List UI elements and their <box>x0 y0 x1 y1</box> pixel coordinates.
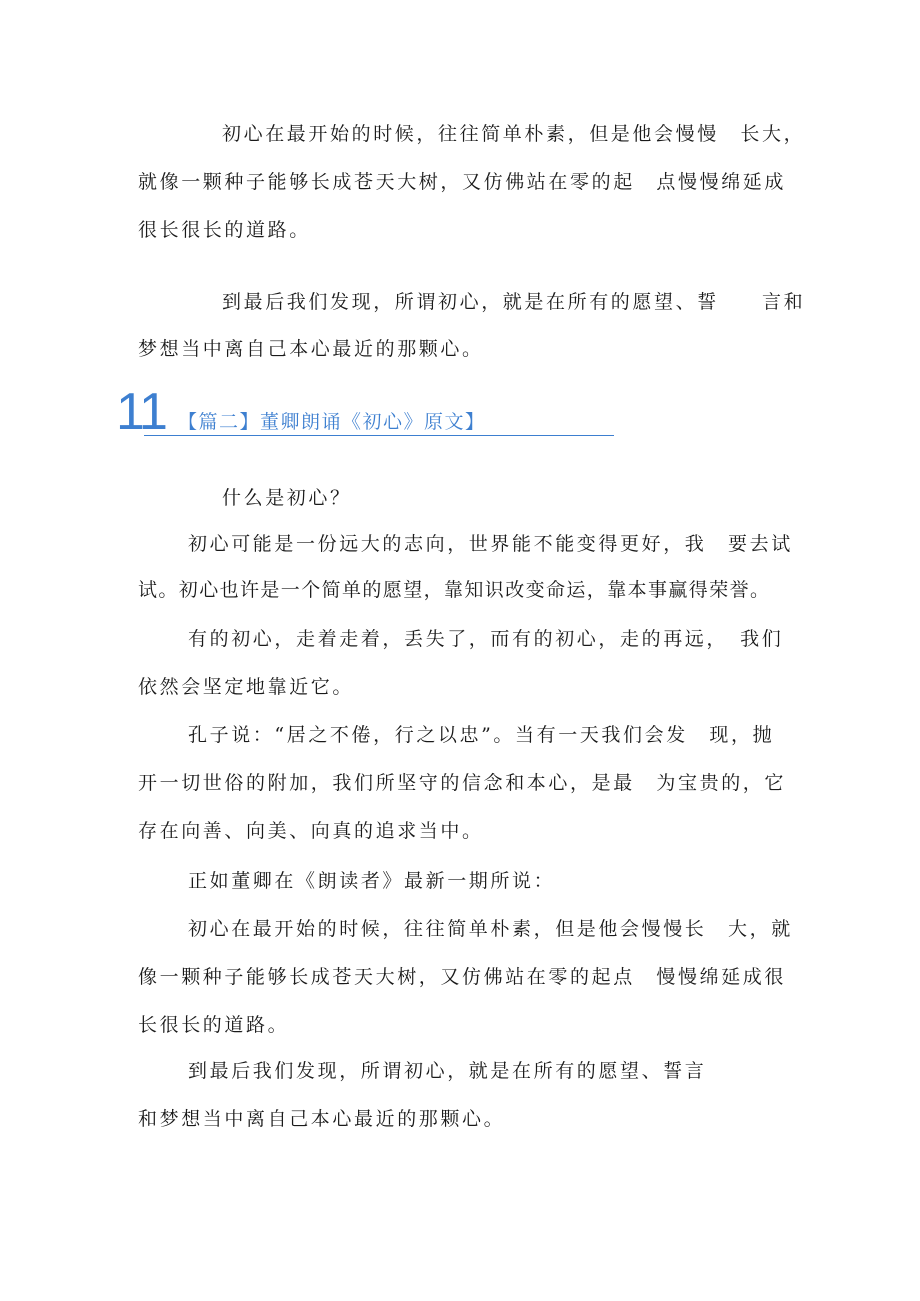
paragraph-line: 到最后我们发现，所谓初心，就是在所有的愿望、誓言 <box>188 1060 707 1082</box>
paragraph-line: 初心在最开始的时候，往往简单朴素，但是他会慢慢 长大， <box>222 123 806 145</box>
paragraph-line: 很长很长的道路。 <box>138 219 311 241</box>
paragraph-line: 什么是初心？ <box>222 487 352 509</box>
paragraph-line: 孔子说：“居之不倦，行之以忠”。当有一天我们会发 现，抛 <box>188 724 775 746</box>
paragraph-line: 正如董卿在《朗读者》最新一期所说： <box>188 870 556 892</box>
heading-number: 11 <box>116 383 166 441</box>
paragraph-line: 梦想当中离自己本心最近的那颗心。 <box>138 338 484 360</box>
paragraph-line: 开一切世俗的附加，我们所坚守的信念和本心，是最 为宝贵的，它 <box>138 772 787 794</box>
paragraph-line: 有的初心，走着走着，丢失了，而有的初心，走的再远， 我们 <box>188 628 784 650</box>
paragraph-line: 就像一颗种子能够长成苍天大树，又仿佛站在零的起 点慢慢绵延成 <box>138 171 787 193</box>
paragraph-line: 试。初心也许是一个简单的愿望，靠知识改变命运，靠本事赢得荣誉。 <box>138 579 771 601</box>
paragraph-line: 依然会坚定地靠近它。 <box>138 676 355 698</box>
paragraph-line: 长很长的道路。 <box>138 1014 290 1036</box>
heading-title: 【篇二】董卿朗诵《初心》原文】 <box>178 411 486 433</box>
paragraph-line: 存在向善、向美、向真的追求当中。 <box>138 820 484 842</box>
paragraph-line: 到最后我们发现，所谓初心，就是在所有的愿望、誓 言和 <box>222 291 806 313</box>
paragraph-line: 像一颗种子能够长成苍天大树，又仿佛站在零的起点 慢慢绵延成很 <box>138 966 787 988</box>
paragraph-line: 初心在最开始的时候，往往简单朴素，但是他会慢慢长 大，就 <box>188 918 793 940</box>
paragraph-line: 和梦想当中离自己本心最近的那颗心。 <box>138 1108 506 1130</box>
paragraph-line: 初心可能是一份远大的志向，世界能不能变得更好，我 要去试 <box>188 533 793 555</box>
heading-underline <box>144 435 614 436</box>
